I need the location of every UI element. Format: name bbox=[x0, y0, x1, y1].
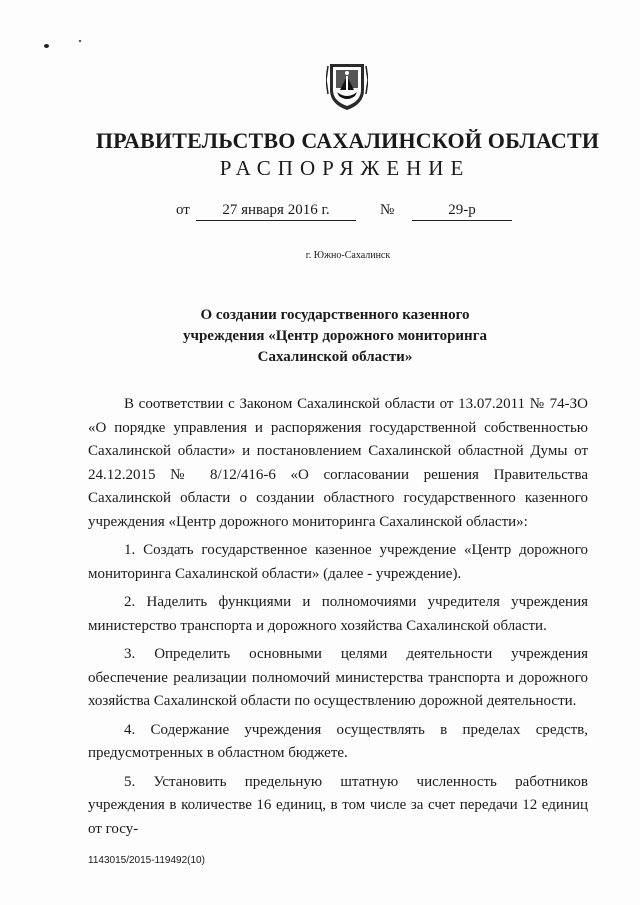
government-title: ПРАВИТЕЛЬСТВО САХАЛИНСКОЙ ОБЛАСТИ bbox=[95, 128, 600, 153]
document-number: 29-р bbox=[412, 202, 512, 221]
scan-speck bbox=[44, 44, 49, 48]
document-body bbox=[88, 393, 588, 846]
coat-of-arms-icon bbox=[326, 60, 368, 112]
preamble-paragraph: В соответствии с Законом Сахалинской области от 13.07.2011 № 74-ЗО «О порядке управления и распоряжения государственной собственностью Сахалинской области» и постановлением Сахалинской областной Думы от 24.12.2015 № 8/12/416-6 «О согласовании решения Правительства Сахалинской области о создании областного государственного казенного учреждения «Центр дорожного мониторинга Сахалинской области»: bbox=[88, 396, 588, 530]
document-type: РАСПОРЯЖЕНИЕ bbox=[219, 156, 471, 180]
subject-line: О создании государственного казенного bbox=[200, 307, 470, 323]
clause-paragraph: 2. Наделить функциями и полномочиями учредителя учреждения министерство транспорта и дорожного хозяйства Сахалинской области. bbox=[88, 594, 588, 634]
scan-speck bbox=[79, 40, 81, 42]
clause-paragraph: 3. Определить основными целями деятельности учреждения обеспечение реализации полномочий министерства транспорта и дорожного хозяйства Сахалинской области по осуществлению дорожной деятельности. bbox=[88, 646, 588, 709]
document-registration-code: 1143015/2015-119492(10) bbox=[88, 855, 205, 866]
subject-line: Сахалинской области» bbox=[257, 349, 413, 365]
clause-paragraph: 4. Содержание учреждения осуществлять в пределах средств, предусмотренных в областном бюджете. bbox=[88, 721, 588, 761]
document-subject bbox=[150, 305, 520, 368]
subject-line: учреждения «Центр дорожного мониторинга bbox=[182, 328, 488, 344]
from-label: от bbox=[176, 202, 190, 218]
clause-paragraph: 1. Создать государственное казенное учреждение «Центр дорожного мониторинга Сахалинской области» (далее - учреждение). bbox=[88, 542, 588, 582]
number-label: № bbox=[380, 202, 395, 218]
date-number-line bbox=[0, 202, 640, 226]
city-name: г. Южно-Сахалинск bbox=[305, 250, 391, 261]
clause-paragraph: 5. Установить предельную штатную численность работников учреждения в количестве 16 единиц, в том числе за счет передачи 12 единиц от госу- bbox=[88, 773, 588, 837]
document-date: 27 января 2016 г. bbox=[196, 202, 356, 221]
